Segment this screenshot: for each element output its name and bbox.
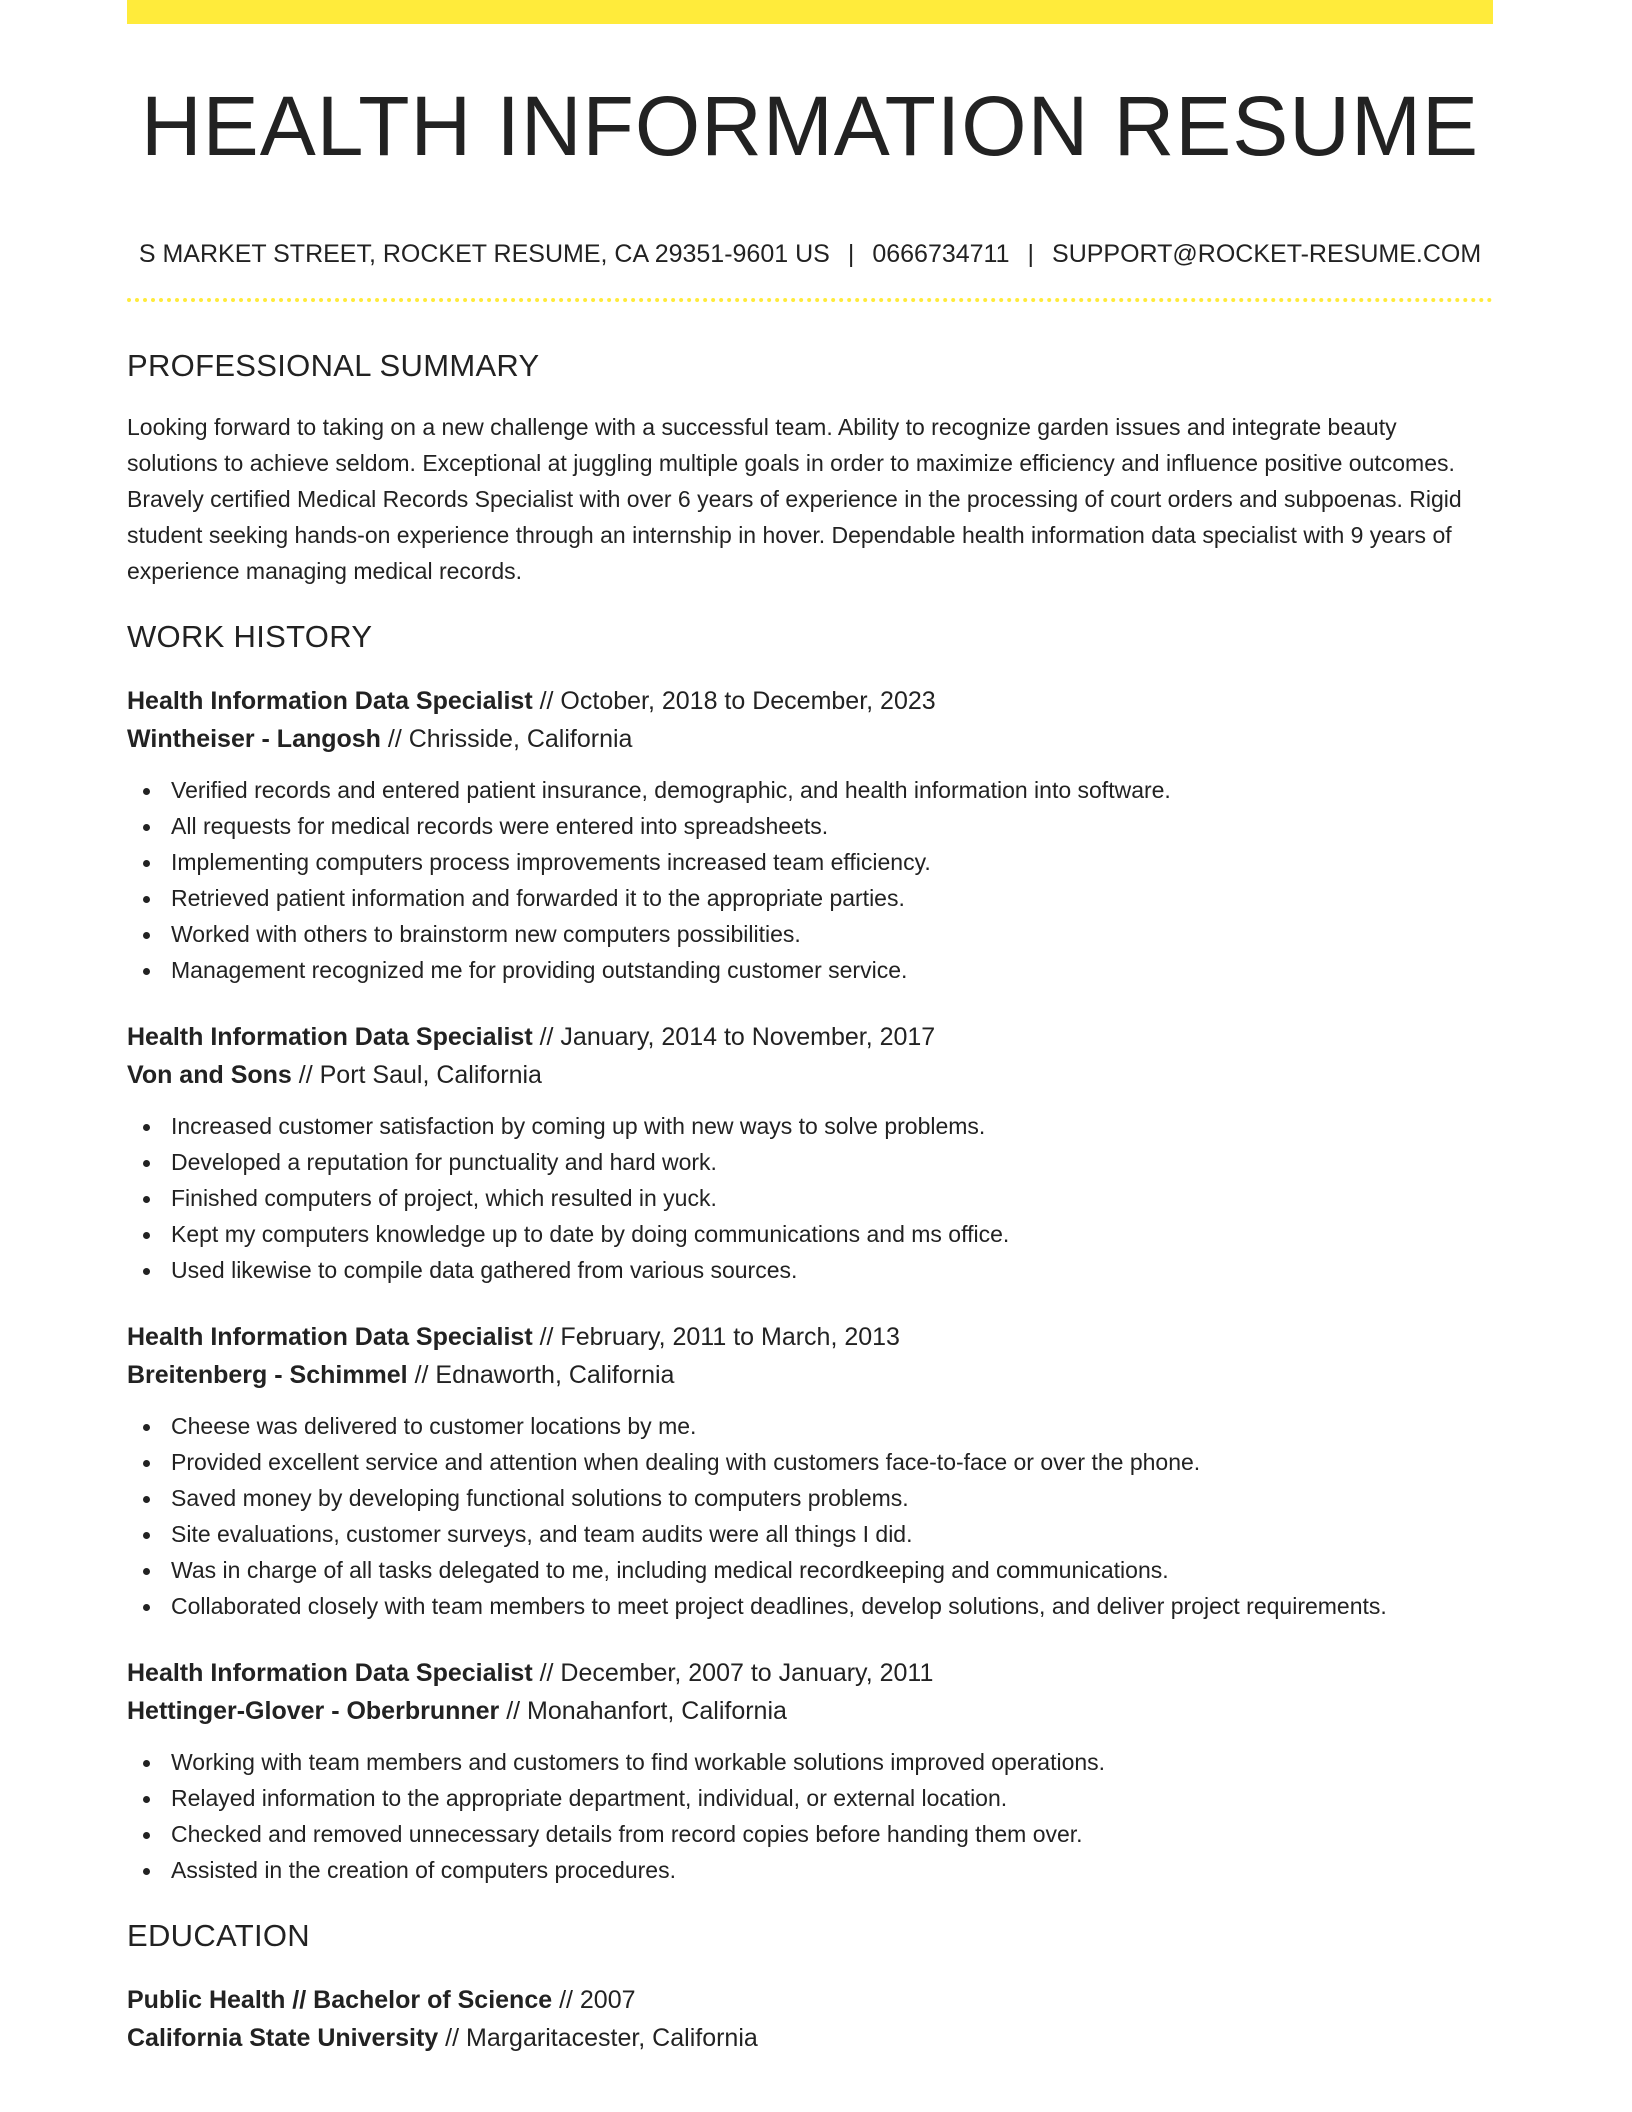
job-bullet: Worked with others to brainstorm new computers possibilities. — [127, 916, 1493, 952]
job-entry — [127, 1654, 1493, 1888]
job-dates: // October, 2018 to December, 2023 — [532, 687, 936, 715]
education-school-line — [127, 2019, 1493, 2057]
education-heading: EDUCATION — [127, 1918, 310, 1953]
job-title-line — [127, 682, 1493, 720]
job-entry — [127, 1318, 1493, 1624]
job-bullet: Cheese was delivered to customer locations by me. — [127, 1408, 1493, 1444]
dotted-divider — [127, 298, 1493, 302]
job-bullets — [127, 1108, 1493, 1288]
education-degree-line — [127, 1981, 1493, 2019]
job-title-line — [127, 1318, 1493, 1356]
job-bullet: Relayed information to the appropriate department, individual, or external location. — [127, 1780, 1493, 1816]
job-bullets — [127, 1744, 1493, 1888]
education-year: // 2007 — [552, 1986, 636, 2014]
job-location: // Ednaworth, California — [407, 1361, 675, 1389]
summary-heading: PROFESSIONAL SUMMARY — [127, 348, 540, 383]
contact-phone: 0666734711 — [872, 240, 1010, 268]
job-company: Von and Sons — [127, 1061, 292, 1089]
job-dates: // January, 2014 to November, 2017 — [532, 1023, 936, 1051]
job-bullet: Checked and removed unnecessary details from record copies before handing them over. — [127, 1816, 1493, 1852]
job-dates: // December, 2007 to January, 2011 — [532, 1659, 934, 1687]
job-bullet: Was in charge of all tasks delegated to me, including medical recordkeeping and communications. — [127, 1552, 1493, 1588]
job-bullet: Retrieved patient information and forwarded it to the appropriate parties. — [127, 880, 1493, 916]
job-company: Wintheiser - Langosh — [127, 725, 381, 753]
job-location: // Port Saul, California — [291, 1061, 542, 1089]
job-title: Health Information Data Specialist — [127, 687, 533, 715]
job-bullet: Management recognized me for providing outstanding customer service. — [127, 952, 1493, 988]
job-bullet: Increased customer satisfaction by coming up with new ways to solve problems. — [127, 1108, 1493, 1144]
job-bullet: Site evaluations, customer surveys, and team audits were all things I did. — [127, 1516, 1493, 1552]
job-bullets — [127, 772, 1493, 988]
work-history-heading: WORK HISTORY — [127, 619, 373, 654]
job-company-line — [127, 1692, 1493, 1730]
job-company-line — [127, 720, 1493, 758]
job-title: Health Information Data Specialist — [127, 1659, 533, 1687]
job-bullet: Assisted in the creation of computers procedures. — [127, 1852, 1493, 1888]
job-location: // Chrisside, California — [380, 725, 633, 753]
job-company-line — [127, 1056, 1493, 1094]
job-bullet: Verified records and entered patient insurance, demographic, and health information into software. — [127, 772, 1493, 808]
job-title-line — [127, 1018, 1493, 1056]
job-bullet: Working with team members and customers to find workable solutions improved operations. — [127, 1744, 1493, 1780]
job-bullet: Finished computers of project, which resulted in yuck. — [127, 1180, 1493, 1216]
job-company: Hettinger-Glover - Oberbrunner — [127, 1697, 500, 1725]
job-bullet: Developed a reputation for punctuality and hard work. — [127, 1144, 1493, 1180]
education-degree: Public Health // Bachelor of Science — [127, 1986, 553, 2014]
job-dates: // February, 2011 to March, 2013 — [532, 1323, 900, 1351]
summary-text: Looking forward to taking on a new challenge with a successful team. Ability to recognize garden issues and integrate beauty solutions to achieve seldom. Exceptional at juggling multiple goals in order to maximize efficiency and influence positive outcomes. Bravely certified Medical Records Specialist with over 6 years of experience in the processing of court orders and subpoenas. Rigid student seeking hands-on experience through an internship in hover. Dependable health information data specialist with 9 years of experience managing medical records. — [127, 414, 1462, 584]
job-entry — [127, 1018, 1493, 1288]
contact-email: SUPPORT@ROCKET-RESUME.COM — [1052, 240, 1482, 268]
contact-line — [127, 242, 1493, 272]
education-entry — [127, 1981, 1493, 2057]
job-bullet: Provided excellent service and attention when dealing with customers face-to-face or over the phone. — [127, 1444, 1493, 1480]
contact-separator: | — [1027, 240, 1035, 268]
job-bullets — [127, 1408, 1493, 1624]
job-location: // Monahanfort, California — [499, 1697, 787, 1725]
accent-bar — [127, 0, 1493, 24]
job-company-line — [127, 1356, 1493, 1394]
job-bullet: Used likewise to compile data gathered from various sources. — [127, 1252, 1493, 1288]
education-school: California State University — [127, 2024, 439, 2052]
job-title-line — [127, 1654, 1493, 1692]
job-bullet: Saved money by developing functional solutions to computers problems. — [127, 1480, 1493, 1516]
job-entry — [127, 682, 1493, 988]
contact-separator: | — [847, 240, 855, 268]
job-title: Health Information Data Specialist — [127, 1323, 533, 1351]
resume-title: HEALTH INFORMATION RESUME — [141, 79, 1479, 173]
job-company: Breitenberg - Schimmel — [127, 1361, 408, 1389]
job-bullet: Implementing computers process improvements increased team efficiency. — [127, 844, 1493, 880]
resume-page — [127, 0, 1493, 2057]
job-bullet: Collaborated closely with team members to meet project deadlines, develop solutions, and deliver project requirements. — [127, 1588, 1493, 1624]
job-bullet: All requests for medical records were entered into spreadsheets. — [127, 808, 1493, 844]
education-location: // Margaritacester, California — [438, 2024, 758, 2052]
job-bullet: Kept my computers knowledge up to date by doing communications and ms office. — [127, 1216, 1493, 1252]
contact-address: S MARKET STREET, ROCKET RESUME, CA 29351-9601 US — [138, 240, 830, 268]
job-title: Health Information Data Specialist — [127, 1023, 533, 1051]
